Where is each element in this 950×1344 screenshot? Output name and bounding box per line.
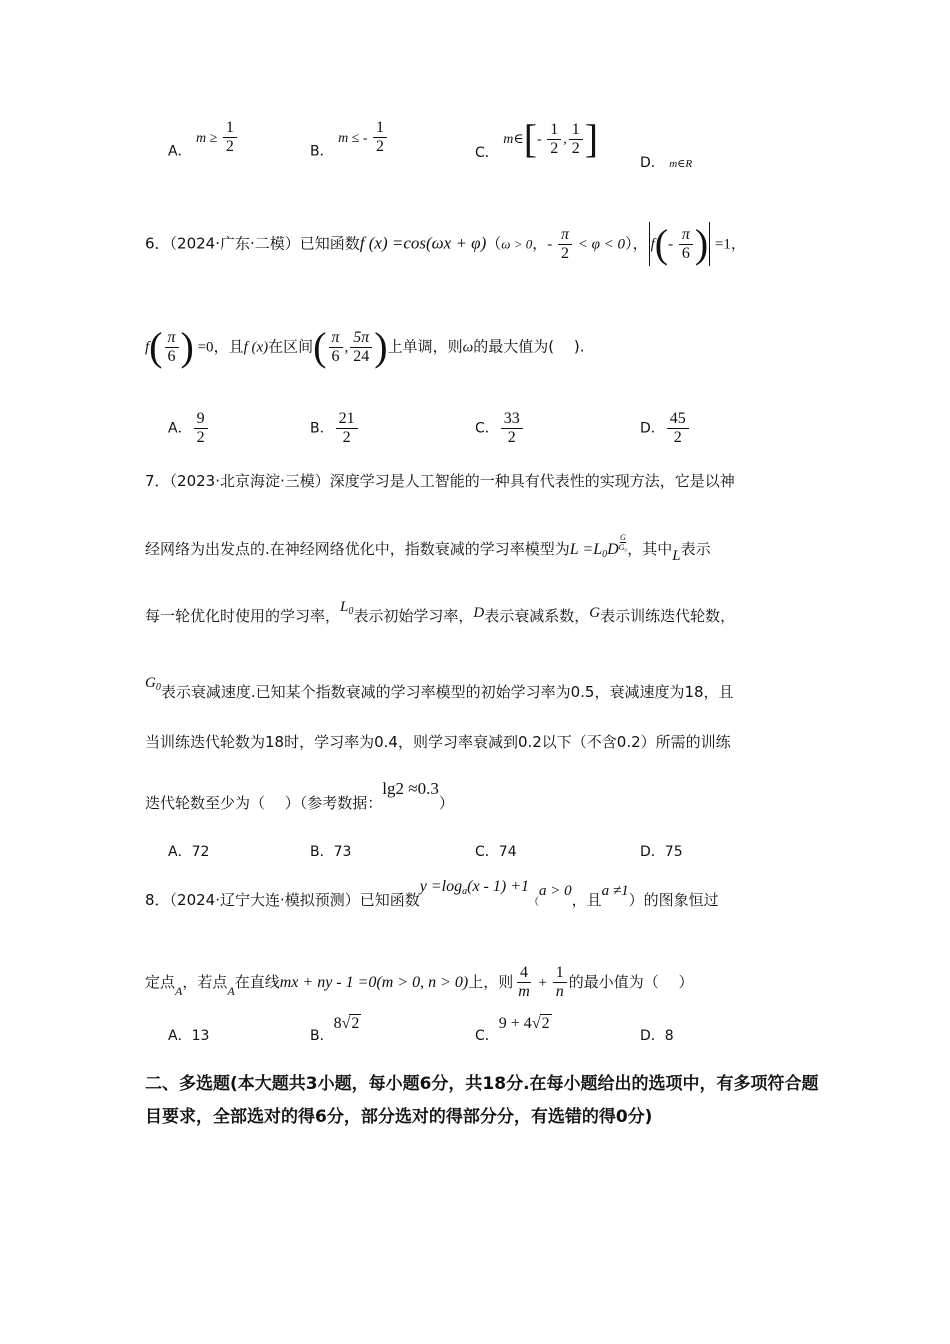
option-letter: C． — [475, 145, 499, 161]
left-paren: ( — [313, 324, 327, 369]
text: 表示衰减速度.已知某个指数衰减的学习率模型的初始学习率为0.5，衰减速度为18，且 — [160, 683, 734, 701]
text: ）的图象恒过 — [628, 891, 719, 909]
symbol-G: G — [589, 605, 601, 621]
q8-line-2 — [145, 964, 694, 1001]
text: ） — [438, 794, 454, 812]
log-function — [420, 878, 529, 895]
numerator: 1 — [223, 119, 237, 138]
q6-option-a — [168, 410, 210, 447]
option-value: 8 — [664, 1028, 674, 1044]
line-equation: mx + ny - 1 =0(m > 0, n > 0) — [279, 974, 469, 991]
fraction — [329, 329, 343, 366]
text: ，若点 — [182, 973, 228, 991]
text: （ — [529, 897, 539, 908]
numerator: π — [165, 329, 179, 348]
option-value: 72 — [191, 844, 210, 860]
question-number: 6． — [145, 234, 170, 253]
formula-L: L =L — [569, 541, 603, 558]
denominator: m — [518, 983, 530, 1000]
denominator: 2 — [550, 139, 559, 157]
q5-option-b — [310, 119, 389, 170]
option-letter: A． — [168, 1028, 192, 1044]
omega-condition: ω > 0 — [501, 236, 533, 252]
coefficient: 8 — [333, 1015, 342, 1032]
q8-option-c — [475, 1015, 552, 1046]
denominator: G₀ — [618, 543, 628, 552]
q8-line-1 — [145, 878, 719, 916]
denominator: 2 — [376, 138, 385, 155]
left-paren: ( — [149, 324, 163, 369]
denominator: 2 — [673, 429, 682, 446]
denominator: 2 — [507, 429, 516, 446]
q6-line-1 — [145, 222, 746, 266]
text: 上，则 — [468, 973, 514, 991]
numerator: 1 — [547, 121, 561, 140]
exponent-fraction — [619, 533, 628, 552]
function-formula: f (x) =cos(ωx + φ) — [359, 233, 487, 253]
left-paren: ( — [654, 221, 669, 266]
text: 的最大值为( ). — [473, 337, 585, 356]
option-value: 75 — [664, 844, 683, 860]
function-fx: f (x) — [243, 339, 269, 356]
denominator: 2 — [225, 138, 234, 155]
neg-sign: - — [668, 236, 677, 253]
q7-option-c — [475, 842, 517, 862]
text: ， — [730, 234, 746, 253]
formula: (x - 1) +1 — [467, 878, 529, 895]
numerator: 1 — [569, 121, 583, 140]
text: 表示 — [680, 540, 711, 558]
fraction — [558, 226, 572, 263]
q7-option-d — [640, 842, 683, 862]
q6-option-d — [640, 410, 691, 447]
fraction — [667, 410, 689, 447]
q7-option-b — [310, 842, 351, 862]
denominator: 24 — [353, 347, 370, 365]
option-letter: C． — [475, 1028, 499, 1044]
option-letter: A． — [168, 420, 192, 437]
option-expr: m ≤ - — [338, 130, 372, 146]
q8-option-b — [310, 1015, 361, 1046]
fraction — [194, 410, 208, 447]
right-paren: ) — [694, 221, 709, 266]
abs-bar — [649, 222, 650, 266]
fraction — [569, 121, 583, 158]
coefficient: 9 + 4 — [498, 1015, 532, 1032]
q6-option-c — [475, 410, 525, 447]
fraction — [373, 119, 387, 156]
q7-line-1: 7．（2023·北京海淀·三模）深度学习是人工智能的一种具有代表性的实现方法，它是以神 — [145, 472, 735, 490]
fraction — [336, 410, 358, 447]
text: 经网络为出发点的.在神经网络优化中，指数衰减的学习率模型为 — [145, 540, 570, 558]
equals-zero: =0 — [193, 339, 214, 356]
q7-line-2 — [145, 533, 711, 565]
q7-line-4 — [145, 675, 734, 708]
neg-sign: - — [547, 236, 556, 253]
option-letter: C． — [475, 420, 499, 437]
option-letter: D． — [640, 155, 665, 171]
option-letter: A． — [168, 143, 192, 160]
equals-one: =1 — [711, 236, 731, 253]
symbol-G0 — [145, 675, 161, 691]
q7-option-a — [168, 842, 209, 862]
point-A: A — [227, 984, 235, 998]
denominator: n — [555, 983, 564, 1000]
formula: y =log — [419, 878, 463, 895]
radicand: 2 — [351, 1015, 360, 1032]
text: 8．（2024·辽宁大连·模拟预测）已知函数 — [145, 891, 420, 909]
option-letter: B． — [310, 844, 334, 860]
denominator: 6 — [167, 347, 176, 365]
q7-line-6 — [145, 779, 454, 813]
symbol-L0 — [340, 599, 353, 615]
numerator: 1 — [373, 119, 387, 138]
numerator: π — [329, 329, 343, 348]
numerator: 9 — [194, 410, 208, 429]
function-f: f — [650, 236, 655, 253]
option-value: 8√2 — [333, 1015, 360, 1032]
numerator: 5π — [350, 329, 372, 348]
symbol: L — [340, 599, 349, 615]
text: 的最小值为（ ） — [568, 973, 694, 991]
numerator: G — [620, 533, 626, 542]
option-letter: A． — [168, 844, 192, 860]
text: 表示衰减系数， — [484, 607, 590, 625]
text: ， — [532, 234, 548, 253]
text: 在区间 — [268, 337, 314, 356]
q6-option-b — [310, 410, 360, 447]
text: ，且 — [571, 891, 602, 909]
numerator: π — [558, 226, 572, 245]
q8-option-d — [640, 1026, 674, 1046]
text: 表示训练迭代轮数， — [600, 607, 736, 625]
symbol-L: L — [672, 548, 681, 564]
text: 定点 — [145, 973, 176, 991]
numerator: 21 — [336, 410, 358, 429]
q7-line-5: 当训练迭代轮数为18时，学习率为0.4，则学习率衰减到0.2以下（不含0.2）所需的训练 — [145, 733, 731, 751]
symbol-D: D — [473, 605, 485, 621]
option-letter: B． — [310, 143, 334, 160]
fraction — [350, 329, 372, 366]
q7-line-3 — [145, 599, 736, 632]
neg-sign: - — [537, 132, 546, 147]
denominator: 2 — [561, 244, 569, 262]
denominator: 2 — [571, 139, 580, 157]
subscript: 0 — [155, 682, 161, 693]
option-value: 13 — [191, 1028, 210, 1044]
question-source: （2024·广东·二模） — [169, 234, 300, 253]
denominator: 6 — [331, 347, 340, 365]
right-bracket: ] — [584, 116, 599, 161]
numerator: π — [679, 226, 693, 245]
fraction — [165, 329, 179, 366]
fraction — [547, 121, 561, 158]
fraction — [515, 964, 533, 1001]
option-value: 9 + 4√2 — [498, 1015, 550, 1032]
option-expr: m∈R — [669, 158, 693, 170]
subscript: 0 — [602, 549, 608, 560]
numerator: 1 — [553, 964, 567, 983]
a-condition: a > 0 — [539, 883, 572, 899]
text: 已知函数 — [299, 234, 360, 253]
reference-data: lg2 ≈0.3 — [382, 779, 439, 798]
function-f: f — [145, 339, 150, 356]
fraction — [679, 226, 693, 263]
decay-formula — [569, 533, 628, 560]
section-heading-multi-choice: 二、多选题(本大题共3小题，每小题6分，共18分.在每小题给出的选项中，有多项符合题目要求，全部选对的得6分，部分选对的得部分分，有选错的得0分) — [145, 1074, 819, 1127]
option-letter: B． — [310, 1028, 334, 1044]
option-expr: m ≥ — [196, 130, 221, 146]
fraction — [501, 410, 523, 447]
denominator: 2 — [342, 429, 351, 446]
separator: , — [563, 132, 567, 147]
phi-condition: < φ < 0 — [574, 236, 626, 253]
plus: + — [534, 975, 551, 991]
denominator: 2 — [196, 429, 205, 446]
numerator: 33 — [501, 410, 523, 429]
text: 表示初始学习率， — [353, 607, 474, 625]
symbol: G — [145, 675, 156, 691]
text: ，且 — [213, 337, 244, 356]
fraction — [553, 964, 567, 1001]
fraction — [223, 119, 237, 156]
option-value: 74 — [498, 844, 517, 860]
formula-D: D — [607, 541, 619, 558]
option-expr: m∈ — [503, 132, 524, 147]
a-not-equal: a ≠1 — [601, 883, 629, 899]
option-letter: D． — [640, 1028, 665, 1044]
option-value: 73 — [333, 844, 352, 860]
q8-option-a — [168, 1026, 209, 1046]
subscript: a — [462, 886, 468, 897]
point-A: A — [175, 984, 183, 998]
text: 每一轮优化时使用的学习率， — [145, 607, 341, 625]
q5-option-c — [475, 116, 599, 173]
option-letter: D． — [640, 844, 665, 860]
q6-line-2: f( $\frac{\pi}{6}$ ) =0，且f (x)在区间( $\frac{\pi}{6}$ , $\frac{5\pi}{24}$ )上单调，则ω的最大值为( ). — [145, 324, 585, 369]
numerator: 45 — [667, 410, 689, 429]
right-paren: ) — [180, 324, 194, 369]
option-letter: D． — [640, 420, 665, 437]
right-paren: ) — [374, 324, 388, 369]
omega-symbol: ω — [462, 339, 474, 356]
text: （ — [486, 234, 502, 253]
text: ）， — [625, 234, 648, 253]
subscript: 0 — [348, 606, 354, 617]
left-bracket: [ — [523, 116, 538, 161]
radicand: 2 — [541, 1015, 550, 1032]
text: ，其中 — [627, 540, 673, 558]
text: 上单调，则 — [387, 337, 463, 356]
option-letter: C． — [475, 844, 499, 860]
numerator: 4 — [517, 964, 531, 983]
q5-option-d — [640, 153, 692, 174]
denominator: 6 — [681, 244, 690, 262]
text: 在直线 — [234, 973, 280, 991]
q5-option-a — [168, 119, 239, 170]
option-letter: B． — [310, 420, 334, 437]
text: 迭代轮数至少为（ ）（参考数据： — [145, 794, 383, 812]
